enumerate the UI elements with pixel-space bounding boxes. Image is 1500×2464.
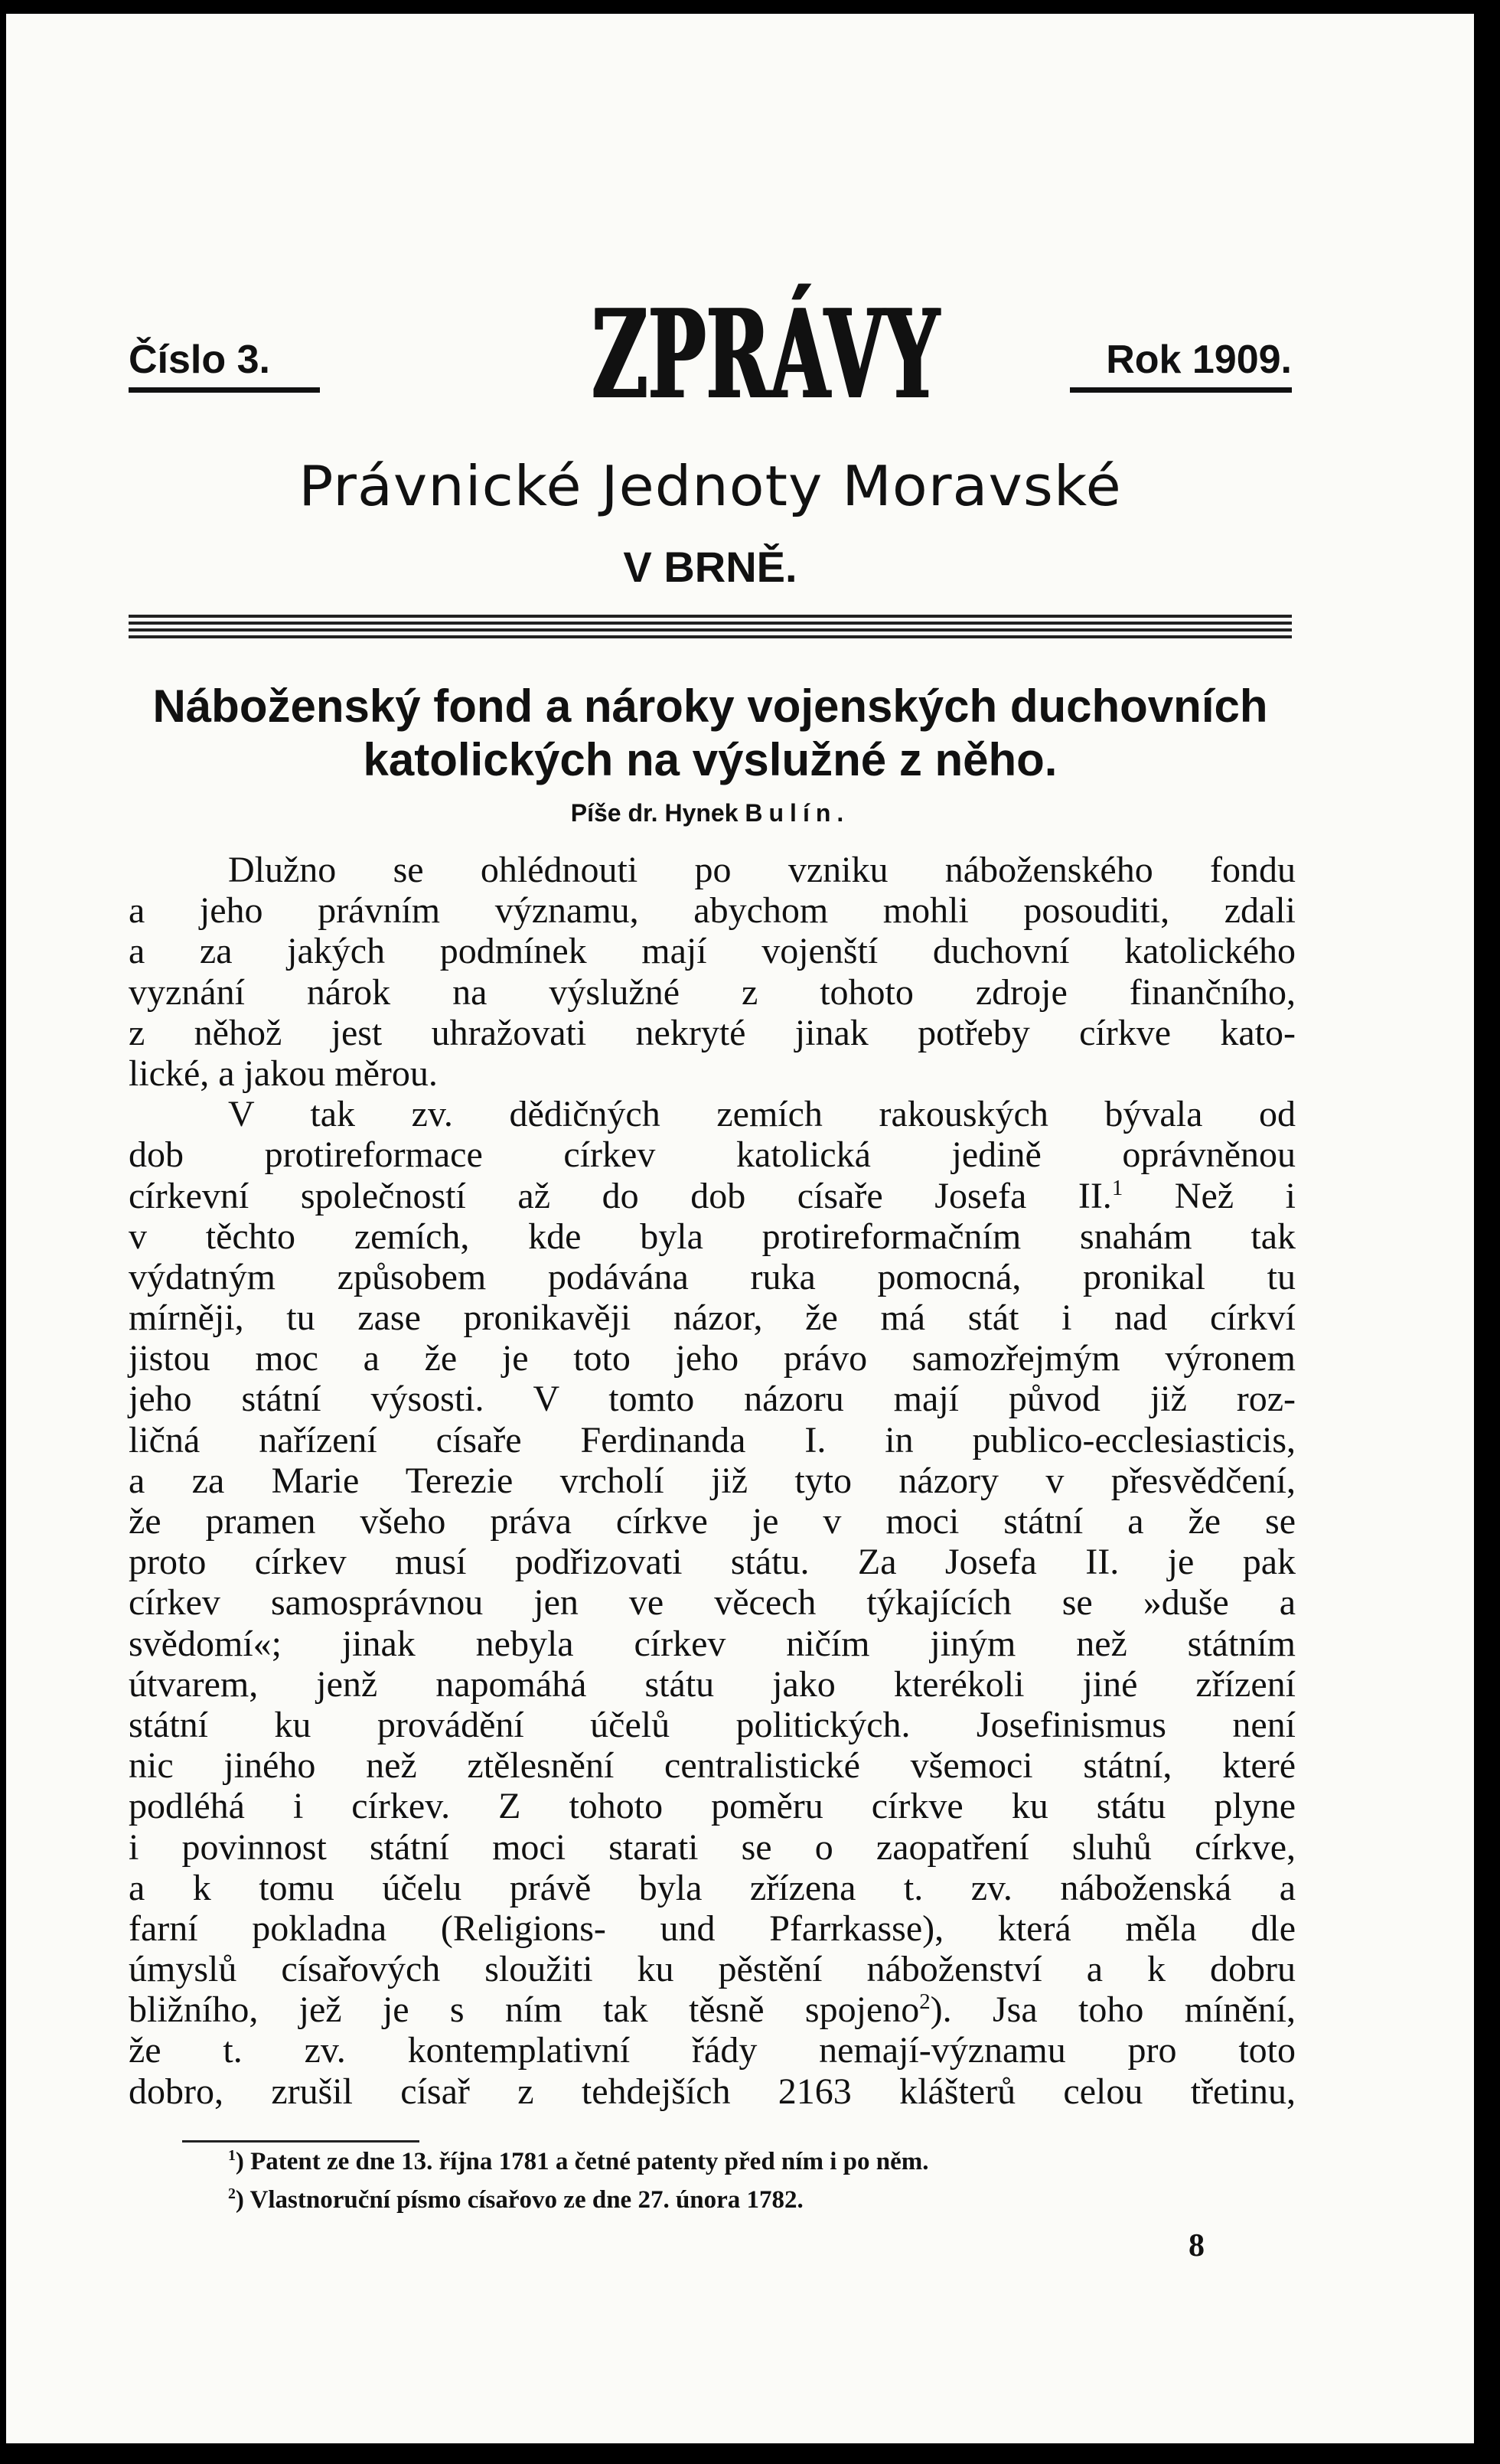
publication-city: V BRNĚ.	[623, 543, 797, 591]
masthead-header	[129, 282, 1292, 426]
issue-year: Rok 1909.	[1070, 337, 1292, 393]
document-page	[6, 14, 1474, 2443]
footnote-ref[interactable]: 2	[919, 1989, 931, 2015]
body-line: jeho státní výsosti. V tomto názoru mají původ již roz-	[129, 1379, 1296, 1420]
footnote-ref[interactable]: 1	[1111, 1175, 1123, 1200]
body-line-text: Než i	[1123, 1175, 1296, 1216]
body-line: lické, a jakou měrou.	[129, 1053, 438, 1094]
body-line-text: bližního, jež je s ním tak těsně spojeno	[129, 1989, 920, 2031]
body-line: a za Marie Terezie vrcholí již tyto názory v přesvědčení,	[129, 1460, 1296, 1501]
body-line: i povinnost státní moci starati se o zaopatření sluhů církve,	[129, 1826, 1296, 1868]
footnote-mark: 2	[228, 2185, 236, 2202]
body-line: V tak zv. dědičných zemích rakouských bývala od	[228, 1094, 1296, 1135]
article-title	[121, 680, 1299, 787]
footnote-2	[228, 2186, 1299, 2214]
body-line: proto církev musí podřizovati státu. Za Josefa II. je pak	[129, 1542, 1296, 1583]
body-line: vyznání nárok na výslužné z tohoto zdroje finančního,	[129, 971, 1296, 1013]
body-line: dob protireformace církev katolická jedině oprávněnou	[129, 1134, 1296, 1176]
body-line-with-ref	[129, 1989, 1296, 2030]
body-line: svědomí«; jinak nebyla církev ničím jiným než státním	[129, 1623, 1296, 1664]
body-line-with-ref	[129, 1176, 1296, 1216]
masthead-title: ZPRÁVY	[592, 282, 941, 426]
body-line-text: církevní společností až do dob císaře Josefa II.	[129, 1175, 1112, 1216]
author-prefix: Píše dr. Hynek	[570, 799, 739, 827]
body-line: dobro, zrušil císař z tehdejších 2163 klášterů celou třetinu,	[129, 2071, 1296, 2112]
body-line: státní ku provádění účelů politických. Josefinismus není	[129, 1704, 1296, 1745]
scan-edge	[1474, 0, 1500, 2464]
body-line: mírněji, tu zase pronikavěji názor, že má stát i nad církví	[129, 1297, 1296, 1339]
body-line: a za jakých podmínek mají vojenští duchovní katolického	[129, 931, 1296, 972]
article-title-line-1: Náboženský fond a nároky vojenských duchovních	[152, 680, 1268, 732]
body-line: Dlužno se ohlédnouti po vzniku náboženského fondu	[228, 850, 1296, 890]
author-name: Bulín.	[745, 799, 850, 827]
issue-number: Číslo 3.	[129, 337, 320, 393]
footnote-divider	[182, 2140, 419, 2143]
footnote-text: ) Vlastnoruční písmo císařovo ze dne 27. února 1782.	[235, 2186, 804, 2214]
body-line: výdatným způsobem podávána ruka pomocná, pronikal tu	[129, 1256, 1296, 1297]
article-body	[129, 850, 1296, 2112]
publication-subtitle: Právnické Jednoty Moravské	[298, 454, 1122, 518]
body-line: a jeho právním významu, abychom mohli posouditi, zdali	[129, 890, 1296, 932]
body-line: jistou moc a že je toto jeho právo samozřejmým výronem	[129, 1338, 1296, 1379]
body-line: církev samosprávnou jen ve věcech týkajících se »duše a	[129, 1582, 1296, 1624]
footnote-1	[228, 2148, 1299, 2176]
body-line: a k tomu účelu právě byla zřízena t. zv. náboženská a	[129, 1867, 1296, 1908]
body-line: nic jiného než ztělesnění centralistické všemoci státní, které	[129, 1745, 1296, 1787]
body-line: že pramen všeho práva církve je v moci státní a že se	[129, 1501, 1296, 1542]
article-title-line-2: katolických na výslužné z něho.	[363, 734, 1058, 785]
body-line: úmyslů císařových sloužiti ku pěstění náboženství a k dobru	[129, 1949, 1296, 1990]
article-author	[129, 799, 1292, 827]
body-line: podléhá i církev. Z tohoto poměru církve ku státu plyne	[129, 1786, 1296, 1827]
footnote-text: ) Patent ze dne 13. října 1781 a četné patenty před ním i po něm.	[235, 2148, 929, 2175]
body-line: z něhož jest uhražovati nekryté jinak potřeby církve kato-	[129, 1012, 1296, 1053]
body-line: v těchto zemích, kde byla protireformačním snahám tak	[129, 1216, 1296, 1257]
header-rules	[129, 615, 1292, 642]
body-line: farní pokladna (Religions- und Pfarrkasse), která měla dle	[129, 1908, 1296, 1949]
page-number: 8	[1189, 2228, 1205, 2263]
body-line-text: ). Jsa toho mínění,	[930, 1989, 1296, 2031]
body-line: útvarem, jenž napomáhá státu jako kterékoli jiné zřízení	[129, 1663, 1296, 1705]
body-line: že t. zv. kontemplativní řády nemají-významu pro toto	[129, 2030, 1296, 2071]
footnote-mark: 1	[228, 2147, 236, 2164]
body-line: ličná nařízení císaře Ferdinanda I. in publico-ecclesiasticis,	[129, 1419, 1296, 1460]
